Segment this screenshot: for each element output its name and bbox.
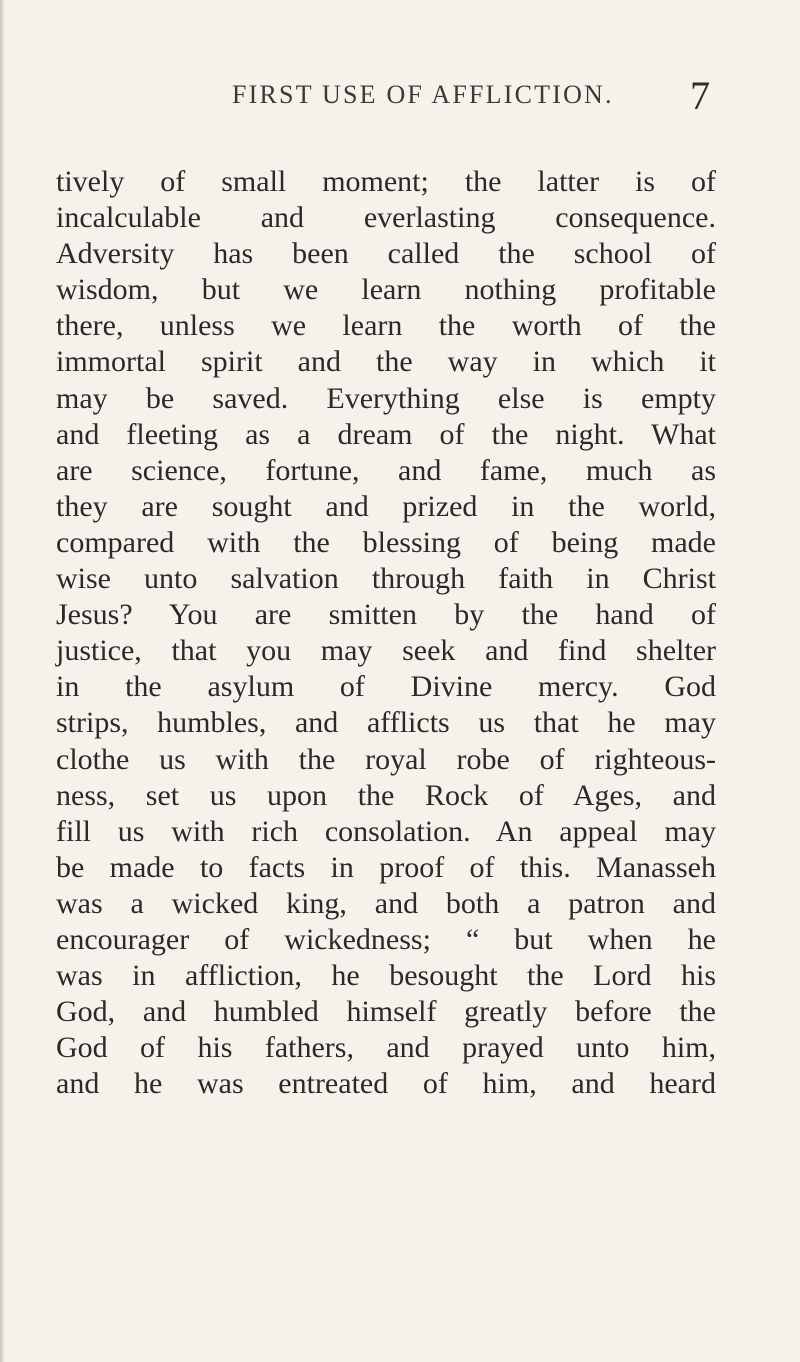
text-line: and fleeting as a dream of the night. What (56, 417, 716, 451)
text-line: Adversity has been called the school of (56, 237, 716, 271)
text-line: was in affliction, he besought the Lord his (56, 959, 716, 993)
text-line: wisdom, but we learn nothing profitable (56, 273, 716, 307)
text-line: they are sought and prized in the world, (56, 489, 716, 523)
page-number: 7 (690, 73, 710, 118)
running-title: FIRST USE OF AFFLICTION. (232, 80, 614, 109)
text-line: there, unless we learn the worth of the (56, 309, 716, 343)
text-line: encourager of wickedness; “ but when he (56, 922, 716, 956)
text-line: are science, fortune, and fame, much as (56, 453, 716, 487)
text-line: incalculable and everlasting consequence. (56, 201, 716, 235)
text-line: was a wicked king, and both a patron and (56, 886, 716, 920)
body-text (56, 164, 716, 1102)
text-line: immortal spirit and the way in which it (56, 345, 716, 379)
text-line: God, and humbled himself greatly before the (56, 995, 716, 1029)
text-line: may be saved. Everything else is empty (56, 381, 716, 415)
text-line: tively of small moment; the latter is of (56, 165, 716, 198)
page-binding-edge (0, 0, 4, 1362)
text-line: fill us with rich consolation. An appeal may (56, 814, 716, 848)
text-line: strips, humbles, and afflicts us that he may (56, 706, 716, 740)
text-line: ness, set us upon the Rock of Ages, and (56, 778, 716, 812)
text-line: clothe us with the royal robe of righteous- (56, 742, 716, 776)
text-line: wise unto salvation through faith in Christ (56, 562, 716, 596)
text-line: and he was entreated of him, and heard (56, 1067, 716, 1101)
text-line: Jesus? You are smitten by the hand of (56, 598, 716, 632)
text-line: be made to facts in proof of this. Manasseh (56, 850, 716, 884)
running-head (0, 73, 800, 130)
text-line: in the asylum of Divine mercy. God (56, 670, 716, 704)
text-line: compared with the blessing of being made (56, 525, 716, 559)
text-line: God of his fathers, and prayed unto him, (56, 1031, 716, 1065)
text-line: justice, that you may seek and find shelter (56, 634, 716, 668)
